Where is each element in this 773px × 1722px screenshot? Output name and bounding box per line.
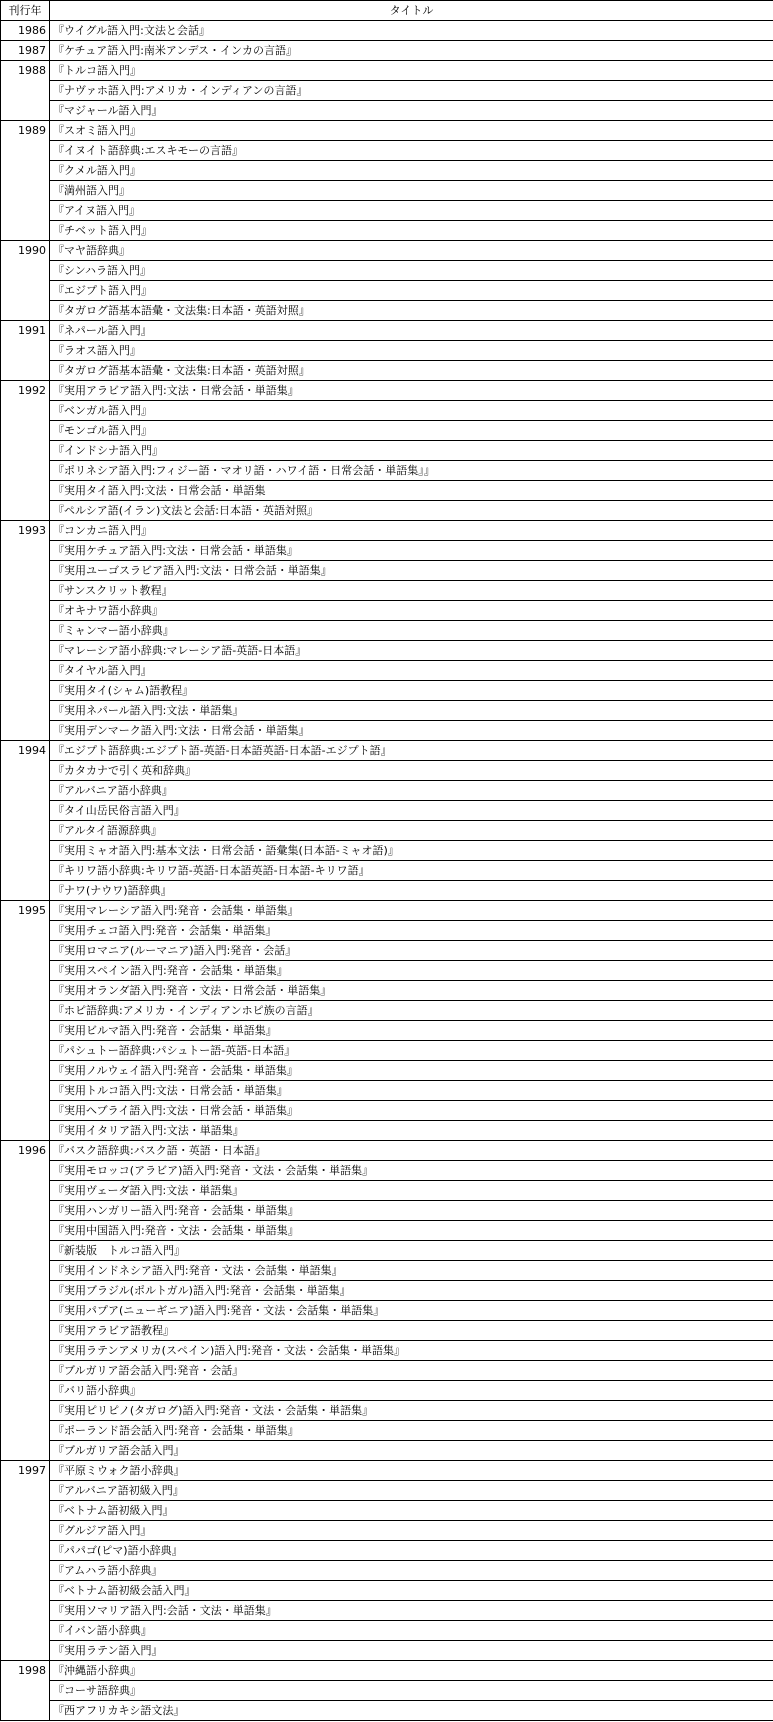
title-cell: 『実用デンマーク語入門:文法・日常会話・単語集』 (50, 721, 773, 741)
title-cell: 『ウイグル語入門:文法と会話』 (50, 21, 773, 41)
table-row (1, 221, 773, 241)
table-row (1, 741, 773, 761)
header-row (1, 1, 773, 21)
table-row (1, 261, 773, 281)
title-cell: 『ミャンマー語小辞典』 (50, 621, 773, 641)
table-row (1, 561, 773, 581)
table-row (1, 1121, 773, 1141)
table-row (1, 1501, 773, 1521)
table-row (1, 1141, 773, 1161)
title-cell: 『パシュトー語辞典:パシュトー語-英語-日本語』 (50, 1041, 773, 1061)
title-cell: 『ネパール語入門』 (50, 321, 773, 341)
table-row (1, 1261, 773, 1281)
title-cell: 『ベトナム語初級会話入門』 (50, 1581, 773, 1601)
title-cell: 『実用チェコ語入門:発音・会話集・単語集』 (50, 921, 773, 941)
year-cell: 1998 (1, 1661, 50, 1721)
title-cell: 『ナワ(ナウワ)語辞典』 (50, 881, 773, 901)
table-row (1, 321, 773, 341)
title-cell: 『アムハラ語小辞典』 (50, 1561, 773, 1581)
title-cell: 『実用パプア(ニューギニア)語入門:発音・文法・会話集・単語集』 (50, 1301, 773, 1321)
title-cell: 『実用インドネシア語入門:発音・文法・会話集・単語集』 (50, 1261, 773, 1281)
title-cell: 『バリ語小辞典』 (50, 1381, 773, 1401)
table-row (1, 981, 773, 1001)
year-cell: 1991 (1, 321, 50, 381)
table-row (1, 841, 773, 861)
title-cell: 『実用タイ語入門:文法・日常会話・単語集 (50, 481, 773, 501)
title-cell: 『モンゴル語入門』 (50, 421, 773, 441)
table-row (1, 101, 773, 121)
table-row (1, 1681, 773, 1701)
title-cell: 『ポーランド語会話入門:発音・会話集・単語集』 (50, 1421, 773, 1441)
title-cell: 『タガログ語基本語彙・文法集:日本語・英語対照』 (50, 301, 773, 321)
table-row (1, 781, 773, 801)
title-cell: 『ホピ語辞典:アメリカ・インディアンホピ族の言語』 (50, 1001, 773, 1021)
table-row (1, 1201, 773, 1221)
table-row (1, 1521, 773, 1541)
table-row (1, 481, 773, 501)
table-row (1, 1401, 773, 1421)
title-cell: 『エジプト語入門』 (50, 281, 773, 301)
year-cell: 1986 (1, 21, 50, 41)
table-row (1, 1021, 773, 1041)
title-cell: 『実用アラビア語入門:文法・日常会話・単語集』 (50, 381, 773, 401)
table-row (1, 41, 773, 61)
title-cell: 『満州語入門』 (50, 181, 773, 201)
year-cell: 1987 (1, 41, 50, 61)
title-cell: 『実用ヴェーダ語入門:文法・単語集』 (50, 1181, 773, 1201)
title-cell: 『トルコ語入門』 (50, 61, 773, 81)
title-cell: 『実用ロマニア(ルーマニア)語入門:発音・会話』 (50, 941, 773, 961)
table-row (1, 1301, 773, 1321)
title-cell: 『ペルシア語(イラン)文法と会話:日本語・英語対照』 (50, 501, 773, 521)
table-row (1, 941, 773, 961)
table-row (1, 521, 773, 541)
title-cell: 『実用ミャオ語入門:基本文法・日常会話・語彙集(日本語-ミャオ語)』 (50, 841, 773, 861)
title-cell: 『実用ハンガリー語入門:発音・会話集・単語集』 (50, 1201, 773, 1221)
table-row (1, 621, 773, 641)
table-row (1, 361, 773, 381)
year-cell: 1997 (1, 1461, 50, 1661)
title-cell: 『沖縄語小辞典』 (50, 1661, 773, 1681)
title-cell: 『ベンガル語入門』 (50, 401, 773, 421)
table-row (1, 601, 773, 621)
table-row (1, 1441, 773, 1461)
table-row (1, 721, 773, 741)
title-cell: 『タイ山岳民俗言語入門』 (50, 801, 773, 821)
year-cell: 1992 (1, 381, 50, 521)
table-row (1, 141, 773, 161)
table-row (1, 461, 773, 481)
title-cell: 『イバン語小辞典』 (50, 1621, 773, 1641)
header-year: 刊行年 (1, 1, 50, 21)
year-cell: 1996 (1, 1141, 50, 1461)
table-row (1, 541, 773, 561)
title-cell: 『キリワ語小辞典:キリワ語-英語-日本語英語-日本語-キリワ語』 (50, 861, 773, 881)
table-row (1, 861, 773, 881)
title-cell: 『実用トルコ語入門:文法・日常会話・単語集』 (50, 1081, 773, 1101)
title-cell: 『パパゴ(ピマ)語小辞典』 (50, 1541, 773, 1561)
year-cell: 1989 (1, 121, 50, 241)
title-cell: 『オキナワ語小辞典』 (50, 601, 773, 621)
title-cell: 『実用ネパール語入門:文法・単語集』 (50, 701, 773, 721)
title-cell: 『イヌイト語辞典:エスキモーの言語』 (50, 141, 773, 161)
table-row (1, 1161, 773, 1181)
table-row (1, 121, 773, 141)
title-cell: 『平原ミウォク語小辞典』 (50, 1461, 773, 1481)
table-row (1, 341, 773, 361)
title-cell: 『マヤ語辞典』 (50, 241, 773, 261)
year-cell: 1988 (1, 61, 50, 121)
title-cell: 『実用ソマリア語入門:会話・文法・単語集』 (50, 1601, 773, 1621)
table-row (1, 161, 773, 181)
table-row (1, 1581, 773, 1601)
title-cell: 『スオミ語入門』 (50, 121, 773, 141)
table-row (1, 661, 773, 681)
title-cell: 『実用ケチュア語入門:文法・日常会話・単語集』 (50, 541, 773, 561)
title-cell: 『アルタイ語源辞典』 (50, 821, 773, 841)
table-row (1, 1321, 773, 1341)
table-row (1, 821, 773, 841)
title-cell: 『ベトナム語初級入門』 (50, 1501, 773, 1521)
table-row (1, 281, 773, 301)
title-cell: 『クメル語入門』 (50, 161, 773, 181)
title-cell: 『実用タイ(シャム)語教程』 (50, 681, 773, 701)
title-cell: 『コーサ語辞典』 (50, 1681, 773, 1701)
title-cell: 『チベット語入門』 (50, 221, 773, 241)
table-row (1, 1061, 773, 1081)
year-cell: 1994 (1, 741, 50, 901)
table-row (1, 381, 773, 401)
title-cell: 『インドシナ語入門』 (50, 441, 773, 461)
title-cell: 『実用アラビア語教程』 (50, 1321, 773, 1341)
table-row (1, 1561, 773, 1581)
title-cell: 『実用スペイン語入門:発音・会話集・単語集』 (50, 961, 773, 981)
table-row (1, 1481, 773, 1501)
table-row (1, 1101, 773, 1121)
table-row (1, 1461, 773, 1481)
title-cell: 『実用オランダ語入門:発音・文法・日常会話・単語集』 (50, 981, 773, 1001)
table-row (1, 421, 773, 441)
table-row (1, 1361, 773, 1381)
table-row (1, 1381, 773, 1401)
table-row (1, 1541, 773, 1561)
table-row (1, 1421, 773, 1441)
table-row (1, 1641, 773, 1661)
title-cell: 『マレーシア語小辞典:マレーシア語-英語-日本語』 (50, 641, 773, 661)
title-cell: 『実用中国語入門:発音・文法・会話集・単語集』 (50, 1221, 773, 1241)
table-row (1, 701, 773, 721)
table-row (1, 1221, 773, 1241)
title-cell: 『新装版 トルコ語入門』 (50, 1241, 773, 1261)
table-row (1, 401, 773, 421)
table-row (1, 1001, 773, 1021)
table-row (1, 1601, 773, 1621)
title-cell: 『実用ノルウェイ語入門:発音・会話集・単語集』 (50, 1061, 773, 1081)
title-cell: 『アイヌ語入門』 (50, 201, 773, 221)
table-row (1, 181, 773, 201)
title-cell: 『タガログ語基本語彙・文法集:日本語・英語対照』 (50, 361, 773, 381)
table-row (1, 1701, 773, 1721)
table-row (1, 441, 773, 461)
title-cell: 『サンスクリット教程』 (50, 581, 773, 601)
title-cell: 『実用イタリア語入門:文法・単語集』 (50, 1121, 773, 1141)
title-cell: 『グルジア語入門』 (50, 1521, 773, 1541)
table-row (1, 801, 773, 821)
title-cell: 『実用モロッコ(アラビア)語入門:発音・文法・会話集・単語集』 (50, 1161, 773, 1181)
year-cell: 1995 (1, 901, 50, 1141)
title-cell: 『ポリネシア語入門:フィジー語・マオリ語・ハワイ語・日常会話・単語集』』 (50, 461, 773, 481)
title-cell: 『実用ユーゴスラビア語入門:文法・日常会話・単語集』 (50, 561, 773, 581)
title-cell: 『実用ブラジル(ポルトガル)語入門:発音・会話集・単語集』 (50, 1281, 773, 1301)
title-cell: 『エジプト語辞典:エジプト語-英語-日本語英語-日本語-エジプト語』 (50, 741, 773, 761)
table-row (1, 1661, 773, 1681)
table-row (1, 681, 773, 701)
table-row (1, 1341, 773, 1361)
table-row (1, 1041, 773, 1061)
title-cell: 『シンハラ語入門』 (50, 261, 773, 281)
title-cell: 『マジャール語入門』 (50, 101, 773, 121)
table-row (1, 1621, 773, 1641)
table-row (1, 881, 773, 901)
title-cell: 『ブルガリア語会話入門:発音・会話』 (50, 1361, 773, 1381)
table-row (1, 641, 773, 661)
table-row (1, 81, 773, 101)
title-cell: 『実用マレーシア語入門:発音・会話集・単語集』 (50, 901, 773, 921)
title-cell: 『ラオス語入門』 (50, 341, 773, 361)
table-row (1, 921, 773, 941)
title-cell: 『タイヤル語入門』 (50, 661, 773, 681)
table-row (1, 201, 773, 221)
title-cell: 『カタカナで引く英和辞典』 (50, 761, 773, 781)
title-cell: 『ケチュア語入門:南米アンデス・インカの言語』 (50, 41, 773, 61)
title-cell: 『アルバニア語小辞典』 (50, 781, 773, 801)
title-cell: 『西アフリカキシ語文法』 (50, 1701, 773, 1721)
table-row (1, 21, 773, 41)
table-row (1, 1281, 773, 1301)
table-row (1, 901, 773, 921)
title-cell: 『実用ヘブライ語入門:文法・日常会話・単語集』 (50, 1101, 773, 1121)
table-row (1, 961, 773, 981)
table-row (1, 61, 773, 81)
title-cell: 『実用ラテン語入門』 (50, 1641, 773, 1661)
title-cell: 『ナヴァホ語入門:アメリカ・インディアンの言語』 (50, 81, 773, 101)
table-row (1, 1081, 773, 1101)
table-row (1, 1181, 773, 1201)
header-title: タイトル (50, 1, 773, 21)
title-cell: 『バスク語辞典:バスク語・英語・日本語』 (50, 1141, 773, 1161)
table-row (1, 1241, 773, 1261)
table-row (1, 241, 773, 261)
year-cell: 1993 (1, 521, 50, 741)
title-cell: 『ブルガリア語会話入門』 (50, 1441, 773, 1461)
title-cell: 『実用ラテンアメリカ(スペイン)語入門:発音・文法・会話集・単語集』 (50, 1341, 773, 1361)
title-cell: 『実用ピリピノ(タガログ)語入門:発音・文法・会話集・単語集』 (50, 1401, 773, 1421)
table-row (1, 581, 773, 601)
table-body (1, 21, 773, 1721)
table-row (1, 501, 773, 521)
title-cell: 『コンカニ語入門』 (50, 521, 773, 541)
title-cell: 『アルバニア語初級入門』 (50, 1481, 773, 1501)
table-row (1, 761, 773, 781)
table-row (1, 301, 773, 321)
title-cell: 『実用ビルマ語入門:発音・会話集・単語集』 (50, 1021, 773, 1041)
year-cell: 1990 (1, 241, 50, 321)
